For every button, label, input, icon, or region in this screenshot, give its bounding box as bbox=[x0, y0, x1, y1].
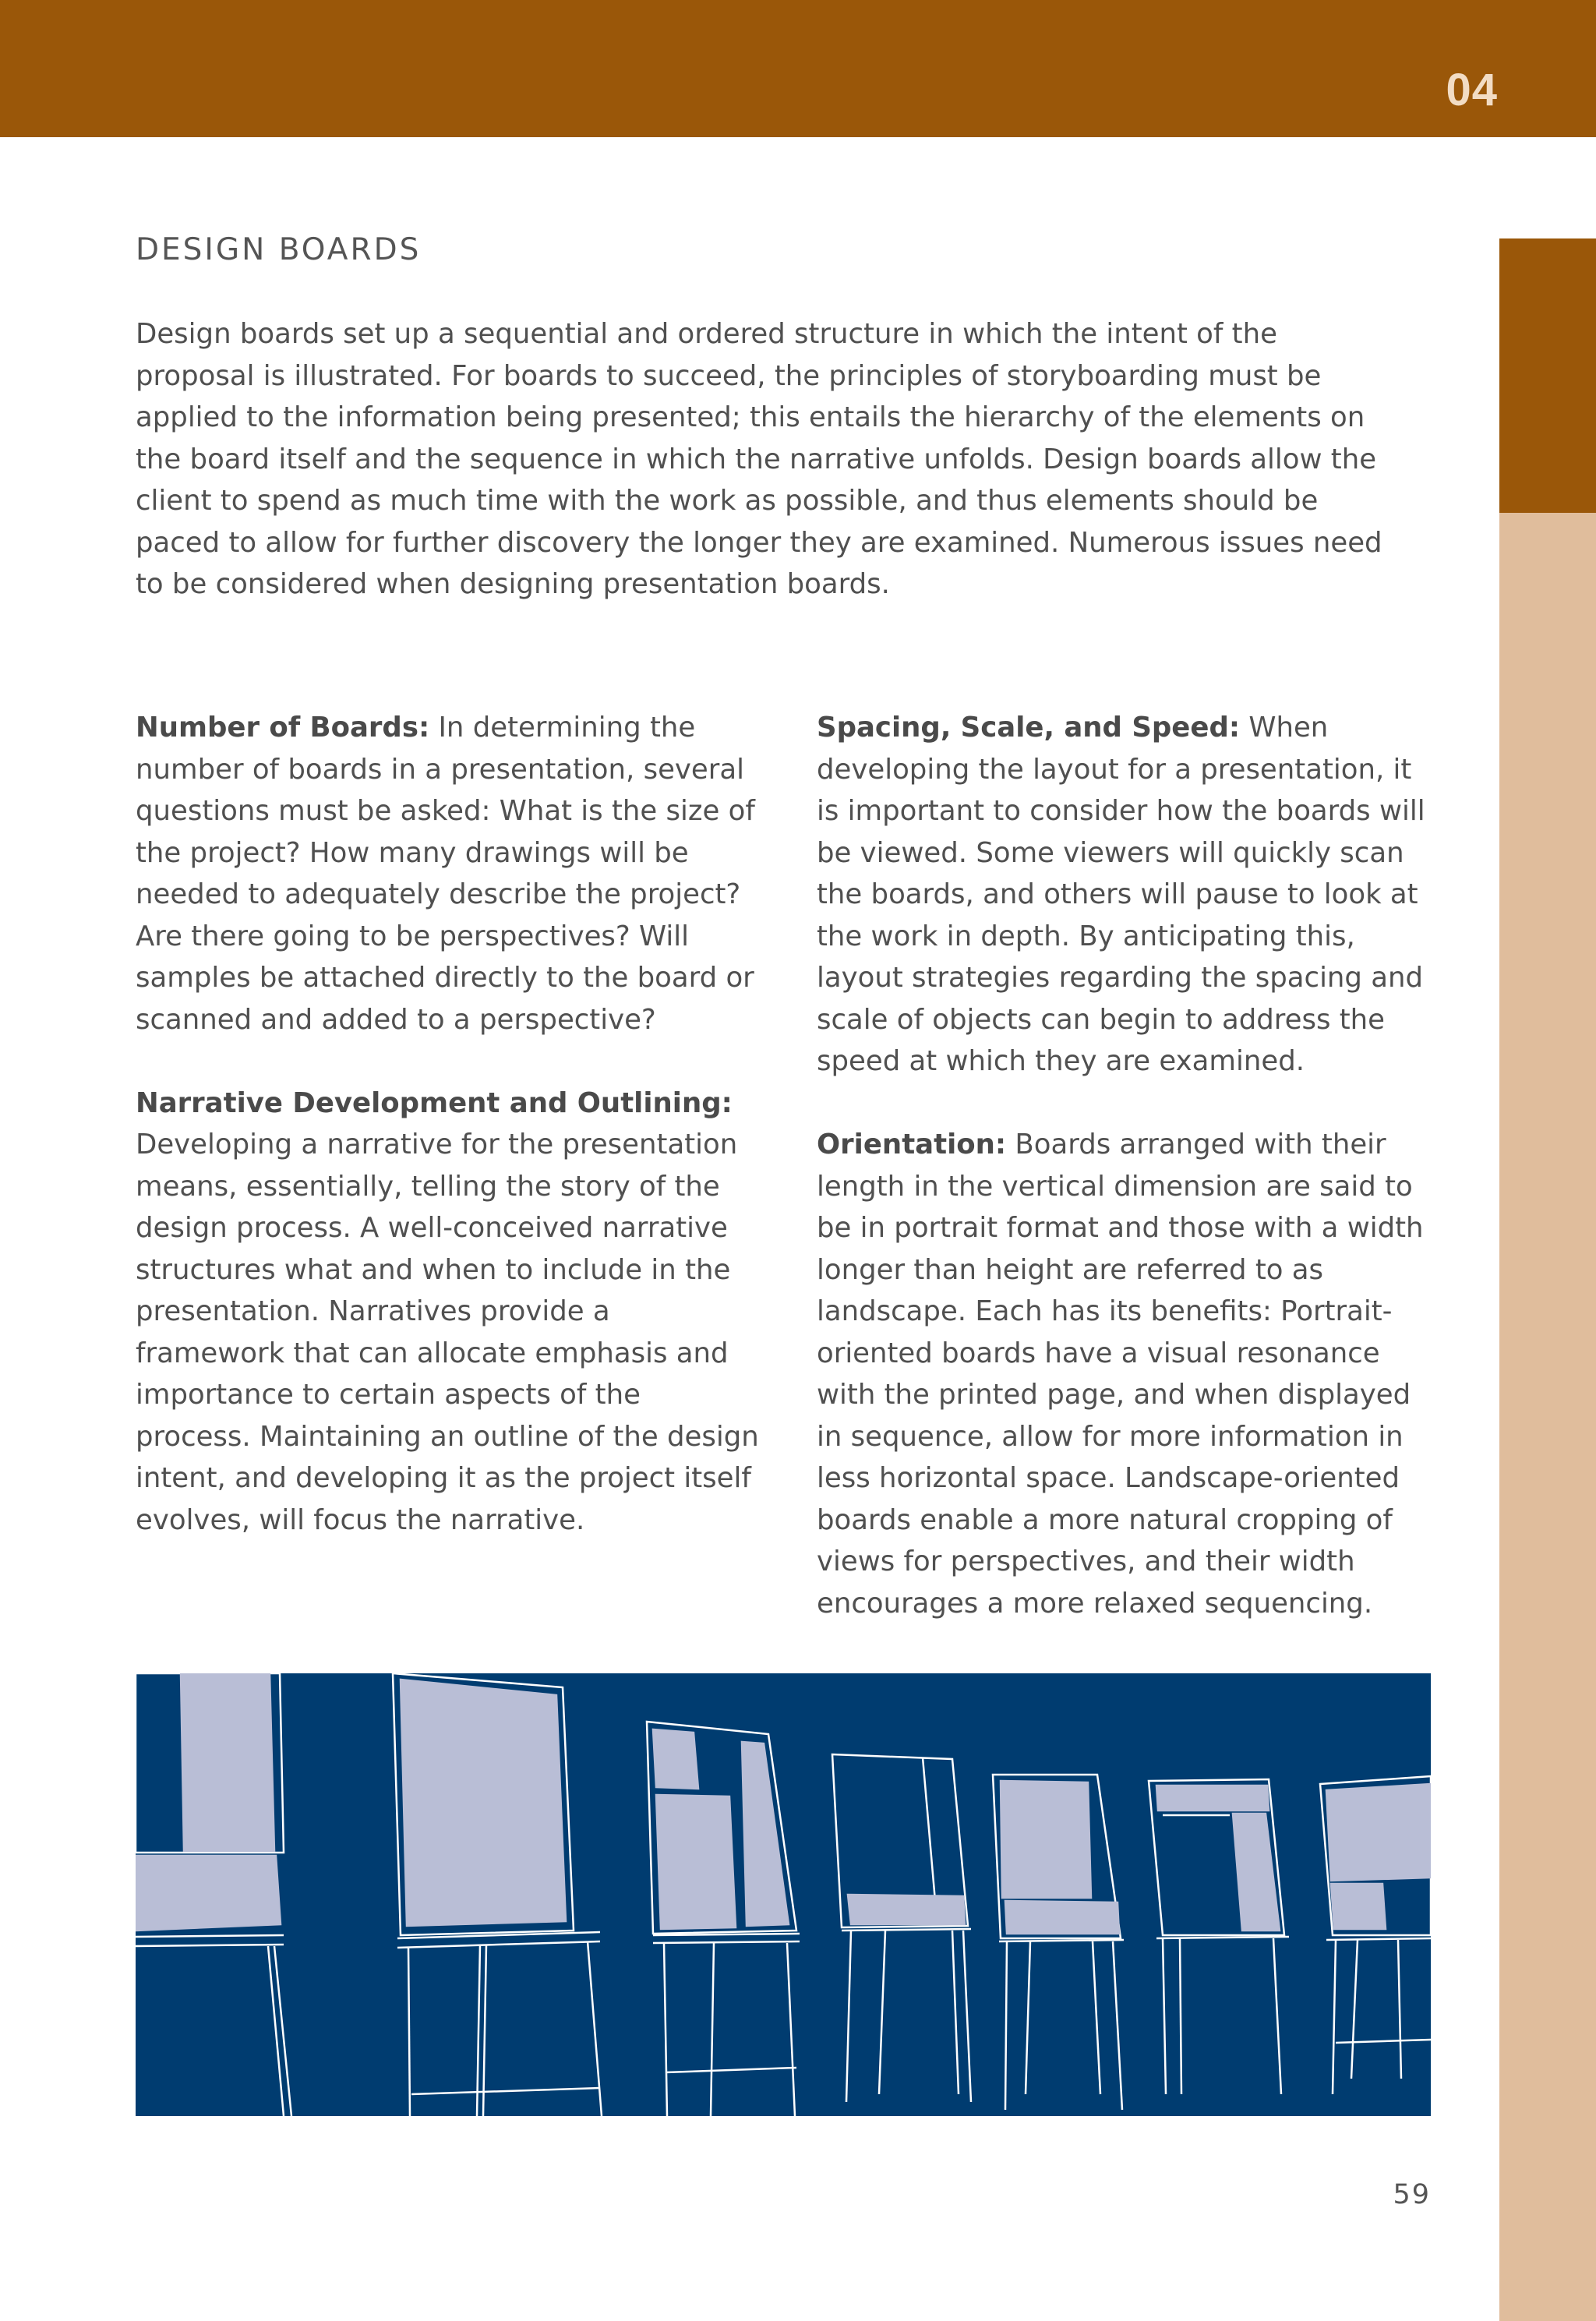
easel-2 bbox=[393, 1673, 602, 2116]
paragraph-text: Developing a narrative for the presentation means, essentially, telling the story of the design process. A well-conceived narrative structures what and when to include in the presentation. Narratives provide a framework that can allocate emphasis and importance to certain aspects of the process. Maintaining an outline of the design intent, and developing it as the project itself evolves, will focus the narrative. bbox=[136, 1129, 759, 1536]
spacing-paragraph bbox=[817, 707, 1440, 1083]
easel-5 bbox=[993, 1775, 1124, 2110]
paragraph-lead: Narrative Development and Outlining: bbox=[136, 1086, 733, 1119]
narrative-paragraph bbox=[136, 1083, 759, 1542]
easel-1 bbox=[136, 1673, 291, 2116]
paragraph-lead: Spacing, Scale, and Speed: bbox=[817, 712, 1241, 744]
left-column bbox=[136, 707, 759, 1583]
easel-4 bbox=[832, 1754, 971, 2102]
paragraph-text: When developing the layout for a presentation, it is important to consider how the boards will be viewed. Some viewers will quickly scan the boards, and others will pause to look at the work in depth. By anticipating this, layout strategies regarding the spacing and scale of objects can begin to address the speed at which they are examined. bbox=[817, 712, 1425, 1077]
easels-drawing bbox=[136, 1673, 1431, 2116]
paragraph-text: In determining the number of boards in a presentation, several questions must be asked: What is the size of the project? How many drawings will be needed to adequately describe the project? Are there going to be perspectives? Will samples be attached directly to the board or scanned and added to a perspective? bbox=[136, 712, 755, 1036]
side-tab-strip bbox=[1499, 238, 1596, 2321]
orientation-paragraph bbox=[817, 1124, 1440, 1624]
paragraph-lead: Number of Boards: bbox=[136, 712, 430, 744]
page-number: 59 bbox=[1393, 2179, 1431, 2210]
right-column bbox=[817, 707, 1440, 1666]
easel-6 bbox=[1149, 1779, 1289, 2094]
chapter-number: 04 bbox=[1446, 65, 1498, 115]
section-title: DESIGN BOARDS bbox=[136, 232, 422, 267]
easel-3 bbox=[647, 1722, 800, 2116]
easels-illustration bbox=[136, 1673, 1431, 2116]
easel-7 bbox=[1320, 1776, 1431, 2094]
header-bar bbox=[0, 0, 1596, 137]
number-of-boards-paragraph bbox=[136, 707, 759, 1040]
paragraph-lead: Orientation: bbox=[817, 1129, 1007, 1160]
paragraph-text: Boards arranged with their length in the vertical dimension are said to be in portrait format and those with a width longer than height are referred to as landscape. Each has its benefits: Portrait-oriented boards have a visual resonance with the printed page, and when displayed in sequence, allow for more information in less horizontal space. Landscape-oriented boards enable a more natural cropping of views for perspectives, and their width encourages a more relaxed sequencing. bbox=[817, 1129, 1424, 1620]
intro-paragraph: Design boards set up a sequential and ordered structure in which the intent of the proposal is illustrated. For boards to succeed, the principles of storyboarding must be applied to the information being presented; this entails the hierarchy of the elements on the board itself and the sequence in which the narrative unfolds. Design boards allow the client to spend as much time with the work as possible, and thus elements should be paced to allow for further discovery the longer they are examined. Numerous issues need to be considered when designing presentation boards. bbox=[136, 318, 1382, 600]
side-tab-marker bbox=[1499, 238, 1596, 513]
